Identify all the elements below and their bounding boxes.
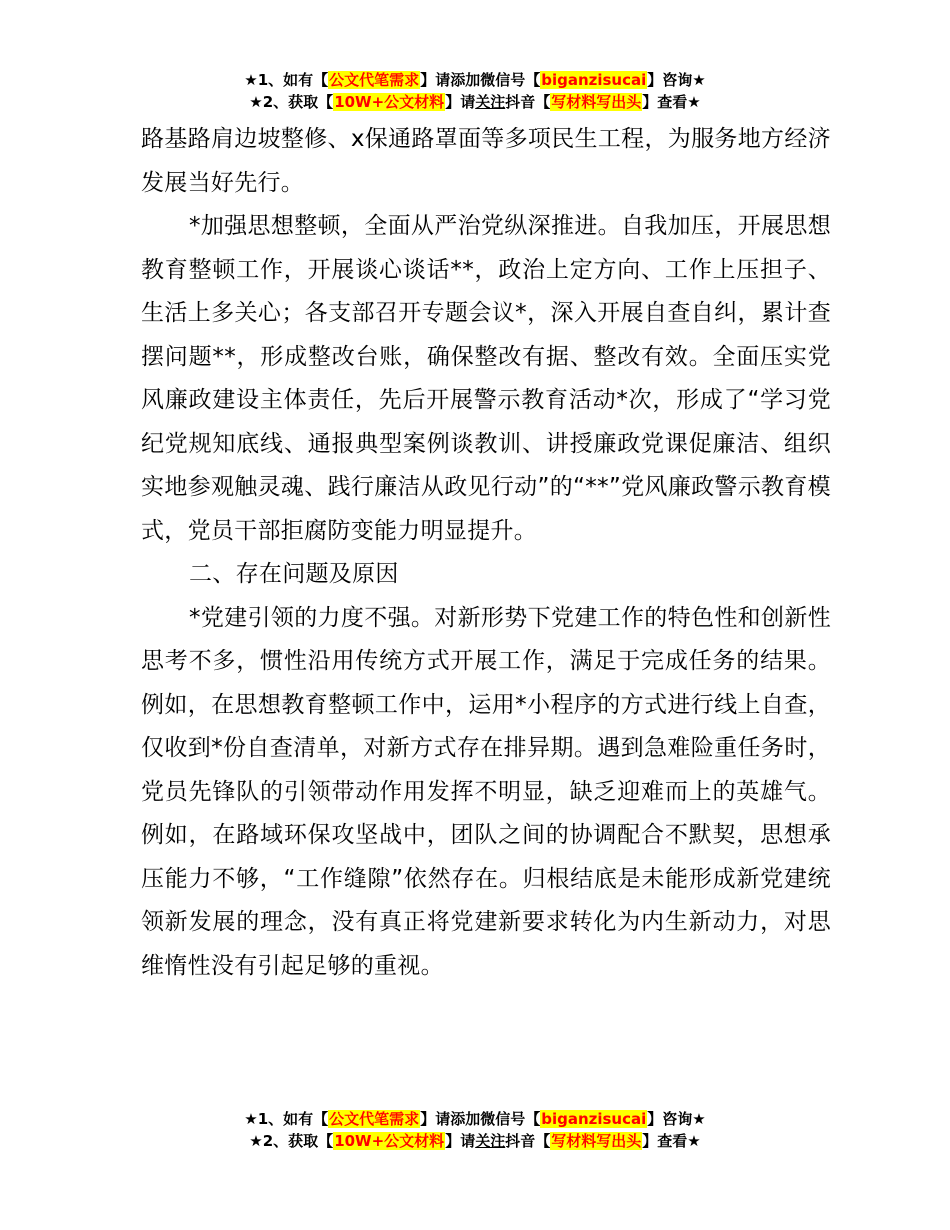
banner-wechat-id: biganzisucai <box>541 1110 647 1128</box>
paragraph-discipline: *加强思想整顿，全面从严治党纵深推进。自我加压，开展思想教育整顿工作，开展谈心谈话**，政治上定方向、工作上压担子、生活上多关心；各支部召开专题会议*，深入开展自查自纠，累计查摆问题**，形成整改台账，确保整改有据、整改有效。全面压实党风廉政建设主体责任，先后开展警示教育活动*次，形成了“学习党纪党规知底线、通报典型案例谈教训、讲授廉政党课促廉洁、组织实地参观触灵魂、践行廉洁从政见行动”的“**”党风廉政警示教育模式，党员干部拒腐防变能力明显提升。 <box>141 213 831 544</box>
banner-text: 】咨询★ <box>647 1110 706 1128</box>
banner-text: 】查看★ <box>642 93 701 111</box>
banner-text: 】请添加微信号【 <box>420 71 541 89</box>
document-body <box>141 118 831 988</box>
banner-line-2 <box>0 91 950 113</box>
banner-highlight: 公文代笔需求 <box>329 71 420 89</box>
banner-text: ★1、如有【 <box>244 1110 329 1128</box>
banner-text: ★2、获取【 <box>249 93 334 111</box>
banner-highlight: 10W+公文材料 <box>334 93 445 111</box>
banner-text: 】请 <box>445 93 476 111</box>
footer-banner <box>0 1108 950 1152</box>
banner-text: 】请 <box>445 1132 476 1150</box>
banner-text: 】请添加微信号【 <box>420 1110 541 1128</box>
banner-highlight: 公文代笔需求 <box>329 1110 420 1128</box>
section-heading: 二、存在问题及原因 <box>189 561 399 587</box>
banner-highlight: 写材料写出头 <box>551 1132 642 1150</box>
header-banner <box>0 69 950 113</box>
banner-underlined: 关注 <box>475 1132 506 1150</box>
banner-text: 抖音【 <box>505 1132 551 1150</box>
banner-text: 】咨询★ <box>647 71 706 89</box>
banner-text: ★1、如有【 <box>244 71 329 89</box>
paragraph-continuation: 路基路肩边坡整修、x保通路罩面等多项民生工程，为服务地方经济发展当好先行。 <box>141 126 831 196</box>
banner-text: ★2、获取【 <box>249 1132 334 1150</box>
banner-line-1 <box>0 69 950 91</box>
banner-line-1 <box>0 1108 950 1130</box>
banner-highlight: 写材料写出头 <box>551 93 642 111</box>
banner-highlight: 10W+公文材料 <box>334 1132 445 1150</box>
banner-wechat-id: biganzisucai <box>541 71 647 89</box>
banner-underlined: 关注 <box>475 93 506 111</box>
banner-line-2 <box>0 1130 950 1152</box>
banner-text: 抖音【 <box>505 93 551 111</box>
banner-text: 】查看★ <box>642 1132 701 1150</box>
paragraph-problems: *党建引领的力度不强。对新形势下党建工作的特色性和创新性思考不多，惯性沿用传统方式开展工作，满足于完成任务的结果。例如，在思想教育整顿工作中，运用*小程序的方式进行线上自查，仅收到*份自查清单，对新方式存在排异期。遇到急难险重任务时，党员先锋队的引领带动作用发挥不明显，缺乏迎难而上的英雄气。例如，在路域环保攻坚战中，团队之间的协调配合不默契，思想承压能力不够，“工作缝隙”依然存在。归根结底是未能形成新党建统领新发展的理念，没有真正将党建新要求转化为内生新动力，对思维惰性没有引起足够的重视。 <box>141 604 831 979</box>
